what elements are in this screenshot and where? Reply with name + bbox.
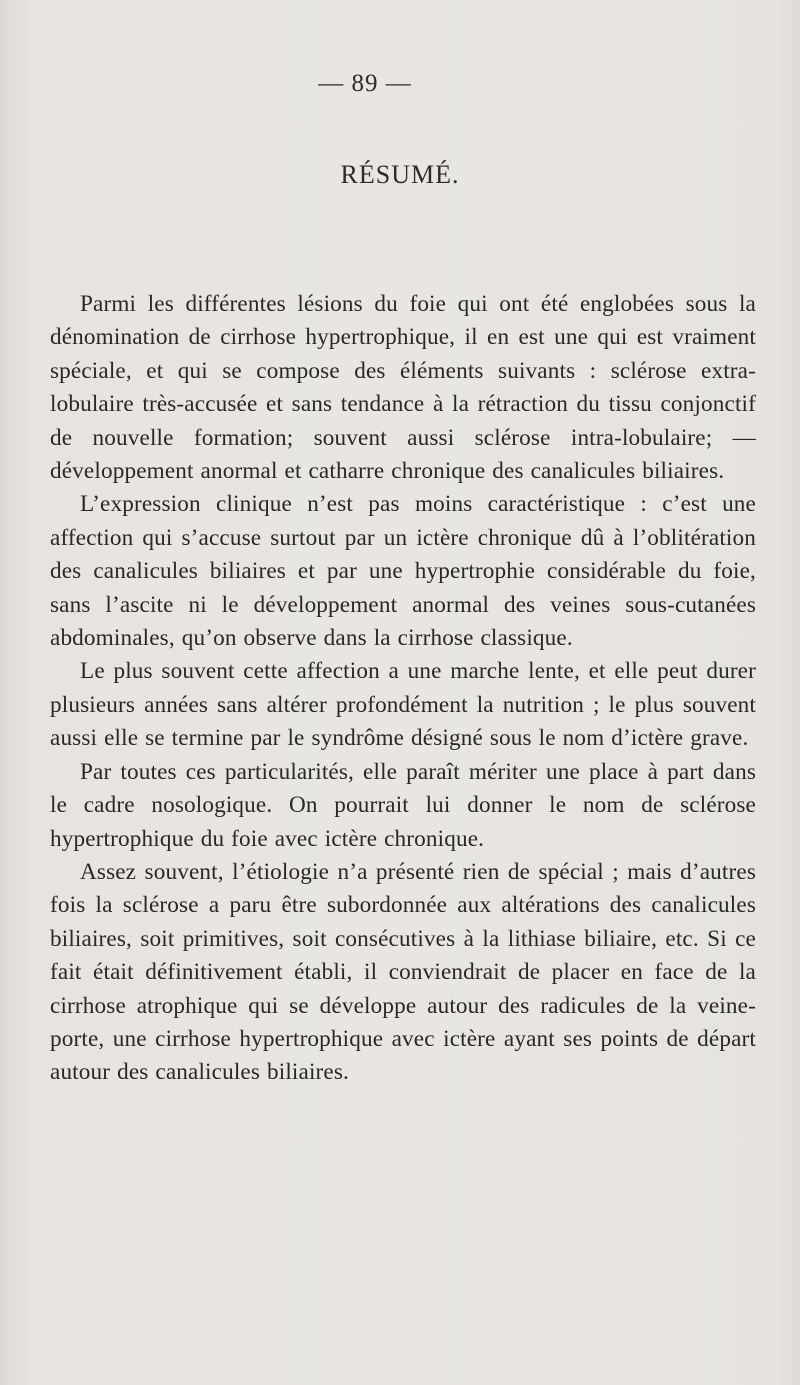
paragraph: L’expression clinique n’est pas moins caractéristique : c’est une affection qui s’accuse surtout par un ictère chronique dû à l’oblitération des canalicules biliaires et par une hypertrophie considérable du foie, sans l’ascite ni le développement anormal des veines sous-cutanées abdominales, qu’on observe dans la cirrhose classique. (50, 491, 756, 652)
paragraph: Le plus souvent cette affection a une marche lente, et elle peut durer plusieurs années sans altérer profondément la nutrition ; le plus souvent aussi elle se termine par le syndrôme désigné sous le nom d’ictère grave. (50, 658, 756, 752)
paragraph: Parmi les différentes lésions du foie qui ont été englobées sous la dénomination de cirrhose hypertrophique, il en est une qui est vraiment spéciale, et qui se compose des éléments suivants : sclérose extra-lobulaire très-accusée et sans tendance à la rétraction du tissu conjonctif de nouvelle formation; souvent aussi sclérose intra-lobulaire; — développement anormal et catharre chronique des canalicules biliaires. (50, 291, 756, 485)
paragraph: Assez souvent, l’étiologie n’a présenté rien de spécial ; mais d’autres fois la sclérose a paru être subordonnée aux altérations des canalicules biliaires, soit primitives, soit consécutives à la lithiase biliaire, etc. Si ce fait était définitivement établi, il conviendrait de placer en face de la cirrhose atrophique qui se développe autour des radicules de la veine-porte, une cirrhose hypertrophique avec ictère ayant ses points de départ autour des canalicules biliaires. (50, 858, 756, 1086)
section-heading: RÉSUMÉ. (340, 160, 460, 189)
page-number: — 89 — (318, 70, 412, 97)
body-text (50, 288, 756, 1090)
paragraph: Par toutes ces particularités, elle paraît mériter une place à part dans le cadre nosologique. On pourrait lui donner le nom de sclérose hypertrophique du foie avec ictère chronique. (50, 758, 756, 852)
